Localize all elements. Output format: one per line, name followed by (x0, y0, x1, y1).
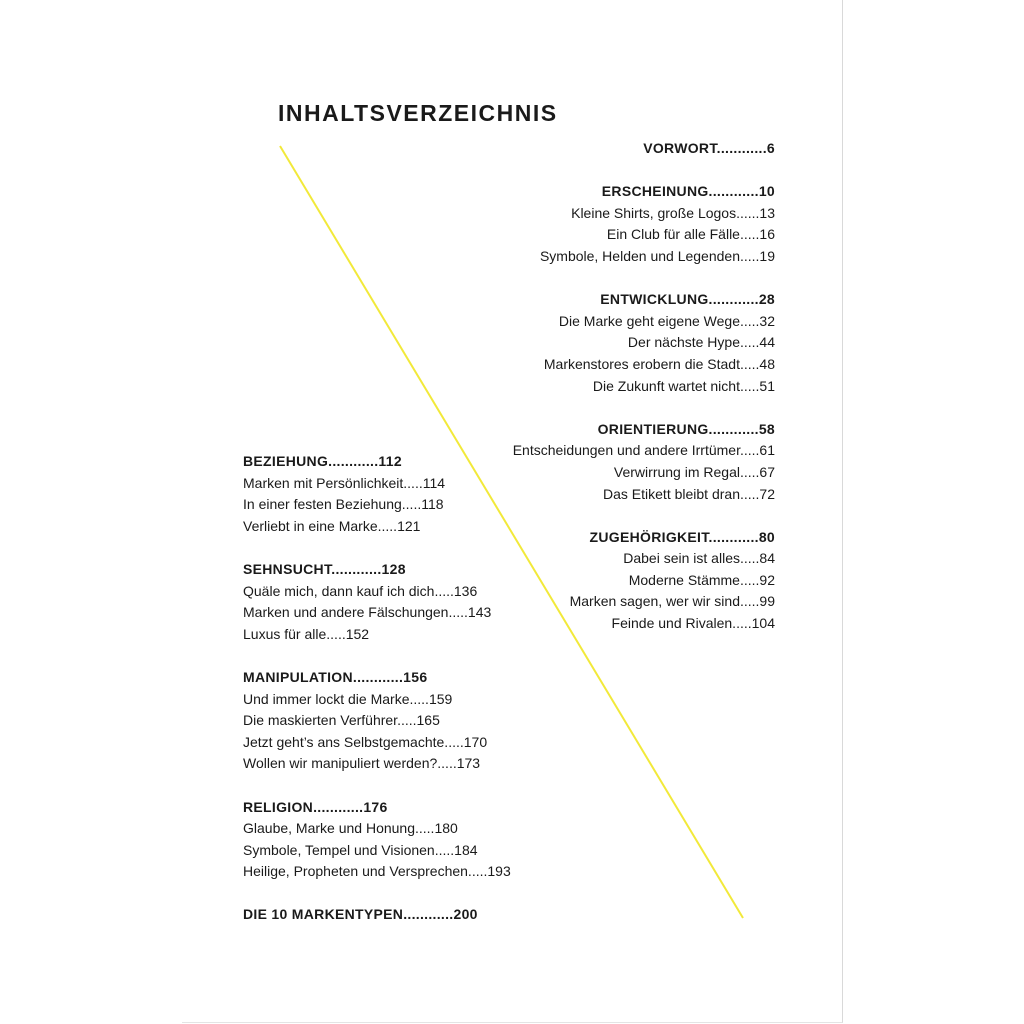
toc-section-heading[interactable]: BEZIEHUNG............112 (243, 453, 402, 469)
toc-entry[interactable]: Die Marke geht eigene Wege.....32 (558, 312, 775, 329)
toc-entry[interactable]: Glaube, Marke und Honung.....180 (243, 820, 458, 837)
toc-section (513, 419, 775, 505)
toc-left-column (243, 451, 511, 926)
toc-entry[interactable]: Moderne Stämme.....92 (628, 571, 775, 588)
toc-section (243, 904, 511, 926)
toc-entry[interactable]: Jetzt geht’s ans Selbstgemachte.....170 (243, 733, 488, 750)
toc-entry[interactable]: Der nächste Hype.....44 (627, 334, 775, 351)
toc-entry[interactable]: Und immer lockt die Marke.....159 (243, 690, 453, 707)
toc-entry[interactable]: Quäle mich, dann kauf ich dich.....136 (243, 582, 478, 599)
toc-entry[interactable]: Heilige, Propheten und Versprechen.....193 (243, 863, 511, 880)
toc-entry[interactable]: In einer festen Beziehung.....118 (243, 496, 444, 513)
toc-section (243, 667, 511, 775)
toc-section-heading[interactable]: ZUGEHÖRIGKEIT............80 (589, 528, 775, 545)
toc-section-heading[interactable]: ORIENTIERUNG............58 (597, 420, 775, 437)
toc-entry[interactable]: Die Zukunft wartet nicht.....51 (592, 377, 775, 394)
toc-entry[interactable]: Marken mit Persönlichkeit.....114 (243, 474, 446, 491)
page-title: INHALTSVERZEICHNIS (278, 100, 558, 126)
toc-section (513, 527, 775, 635)
toc-entry[interactable]: Verliebt in eine Marke.....121 (243, 517, 421, 534)
toc-entry[interactable]: Entscheidungen und andere Irrtümer.....61 (512, 442, 775, 459)
toc-section (513, 138, 775, 160)
toc-section-heading[interactable]: ENTWICKLUNG............28 (600, 291, 775, 308)
toc-entry[interactable]: Marken sagen, wer wir sind.....99 (569, 593, 775, 610)
toc-entry[interactable]: Die maskierten Verführer.....165 (243, 712, 440, 729)
toc-entry[interactable]: Ein Club für alle Fälle.....16 (606, 226, 775, 243)
toc-entry[interactable]: Wollen wir manipuliert werden?.....173 (243, 755, 481, 772)
toc-entry[interactable]: Kleine Shirts, große Logos......13 (571, 204, 775, 221)
toc-section (243, 797, 511, 883)
toc-entry[interactable]: Marken und andere Fälschungen.....143 (243, 604, 492, 621)
toc-section (513, 289, 775, 397)
toc-entry[interactable]: Markenstores erobern die Stadt.....48 (543, 355, 775, 372)
toc-section-heading[interactable]: VORWORT............6 (643, 140, 775, 156)
toc-section-heading[interactable]: RELIGION............176 (243, 798, 388, 815)
toc-section-heading[interactable]: ERSCHEINUNG............10 (601, 183, 775, 200)
toc-entry[interactable]: Symbole, Helden und Legenden.....19 (539, 247, 775, 264)
toc-section-heading[interactable]: MANIPULATION............156 (243, 668, 428, 685)
toc-section-heading[interactable]: SEHNSUCHT............128 (243, 560, 406, 577)
toc-section (513, 181, 775, 267)
toc-entry[interactable]: Dabei sein ist alles.....84 (623, 550, 775, 567)
toc-entry[interactable]: Das Etikett bleibt dran.....72 (603, 485, 775, 502)
toc-section-heading[interactable]: DIE 10 MARKENTYPEN............200 (243, 906, 478, 923)
toc-right-column (513, 138, 775, 635)
toc-entry[interactable]: Symbole, Tempel und Visionen.....184 (243, 841, 478, 858)
toc-entry[interactable]: Luxus für alle.....152 (243, 625, 370, 642)
toc-section (243, 559, 511, 645)
toc-entry[interactable]: Verwirrung im Regal.....67 (613, 463, 775, 480)
toc-entry[interactable]: Feinde und Rivalen.....104 (611, 615, 775, 632)
toc-section (243, 451, 511, 537)
